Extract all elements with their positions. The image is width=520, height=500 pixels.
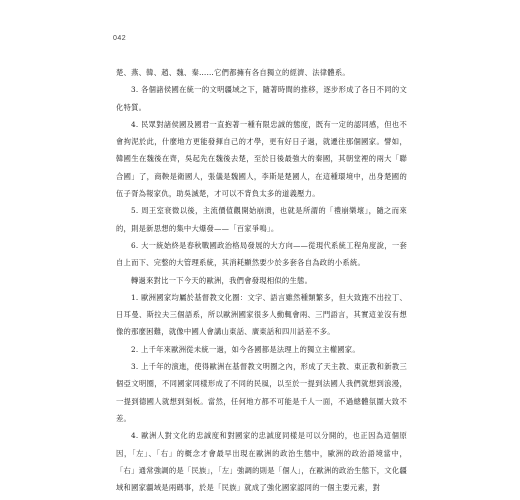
- body-text: [116, 64, 407, 496]
- paragraph-point-5-hundred-schools: 5. 周王室衰微以後，主流價值觀開始崩潰，也就是所謂的「禮崩樂壞」，隨之而來的，則是新思想的集中大爆發——「百家爭鳴」。: [116, 206, 407, 233]
- paragraph-europe-point-2: 2. 上千年來歐洲從未統一過，如今各國都是法理上的獨立主權國家。: [131, 344, 360, 354]
- paragraph-point-4-limited-loyalty: 4. 民眾對諸侯國及國君一直抱著一種有限忠誠的態度，既有一定的認同感，但也不會拘泥於此，什麼地方更能發揮自己的才學，更有好日子過，就遷往那個國家。譬如，韓國生在魏後在齊，吳起先在魏後去楚，至於日後最強大的秦國，其朝堂裡的兩大「聯合國」了，商鞅是衛國人，張儀是魏國人，李斯是楚國人，在這種環境中，出身楚國的伍子胥為報家仇，助吳滅楚，才可以不背負太多的道義壓力。: [116, 119, 407, 199]
- paragraph-point-3-cultural-traits: 3. 各個諸侯國在統一的文明疆域之下，隨著時間的推移，逐步形成了各日不同的文化特質。: [116, 85, 407, 112]
- page-number: 042: [113, 35, 127, 42]
- paragraph-continuation: 楚、燕、韓、趙、魏、秦……它們都擁有各自獨立的經濟、法律體系。: [116, 68, 350, 77]
- paragraph-europe-point-1: 1. 歐洲國家均屬於基督教文化圈：文字、語言雖然種類繁多，但大致跑不出拉丁、日耳曼、斯拉夫三個語系，所以歐洲國家很多人動輒會兩、三門語言，其實這並沒有想像的那麼困難，就像中國人會講山東話、廣東話和四川話差不多。: [116, 292, 407, 337]
- paragraph-europe-point-3: 3. 上千年的演進，使得歐洲在基督教文明圈之內，形成了天主教、東正教和新教三個亞文明圈，不同國家同樣形成了不同的民風，以至於一提到法國人我們就想到浪漫，一提到德國人就想到刻板。當然，任何地方都不可能是千人一面，不過總體氛圍大致不差。: [116, 362, 407, 423]
- paragraph-point-6-unification: 6. 大一統始終是春秋戰國政治格局發展的大方向——從現代系統工程角度說，一套自上而下、完整的大管理系統，其消耗顯然要少於多套各自為政的小系統。: [116, 240, 407, 268]
- paragraph-europe-point-4: 4. 歐洲人對文化的忠誠度和對國家的忠誠度同樣是可以分開的，也正因為這個原因，「左」、「右」的概念才會最早出現在歐洲的政治生態中，歐洲的政治語境當中，「右」通常強調的是「民族」，「左」強調的則是「個人」，在歐洲的政治生態下，文化疆域和國家疆域是兩碼事，於是「民族」就成了強化國家認同的一個主要元素，對: [116, 431, 407, 493]
- paragraph-transition-europe: 轉過來對比一下今天的歐洲，我們會發現相似的生態。: [131, 275, 313, 285]
